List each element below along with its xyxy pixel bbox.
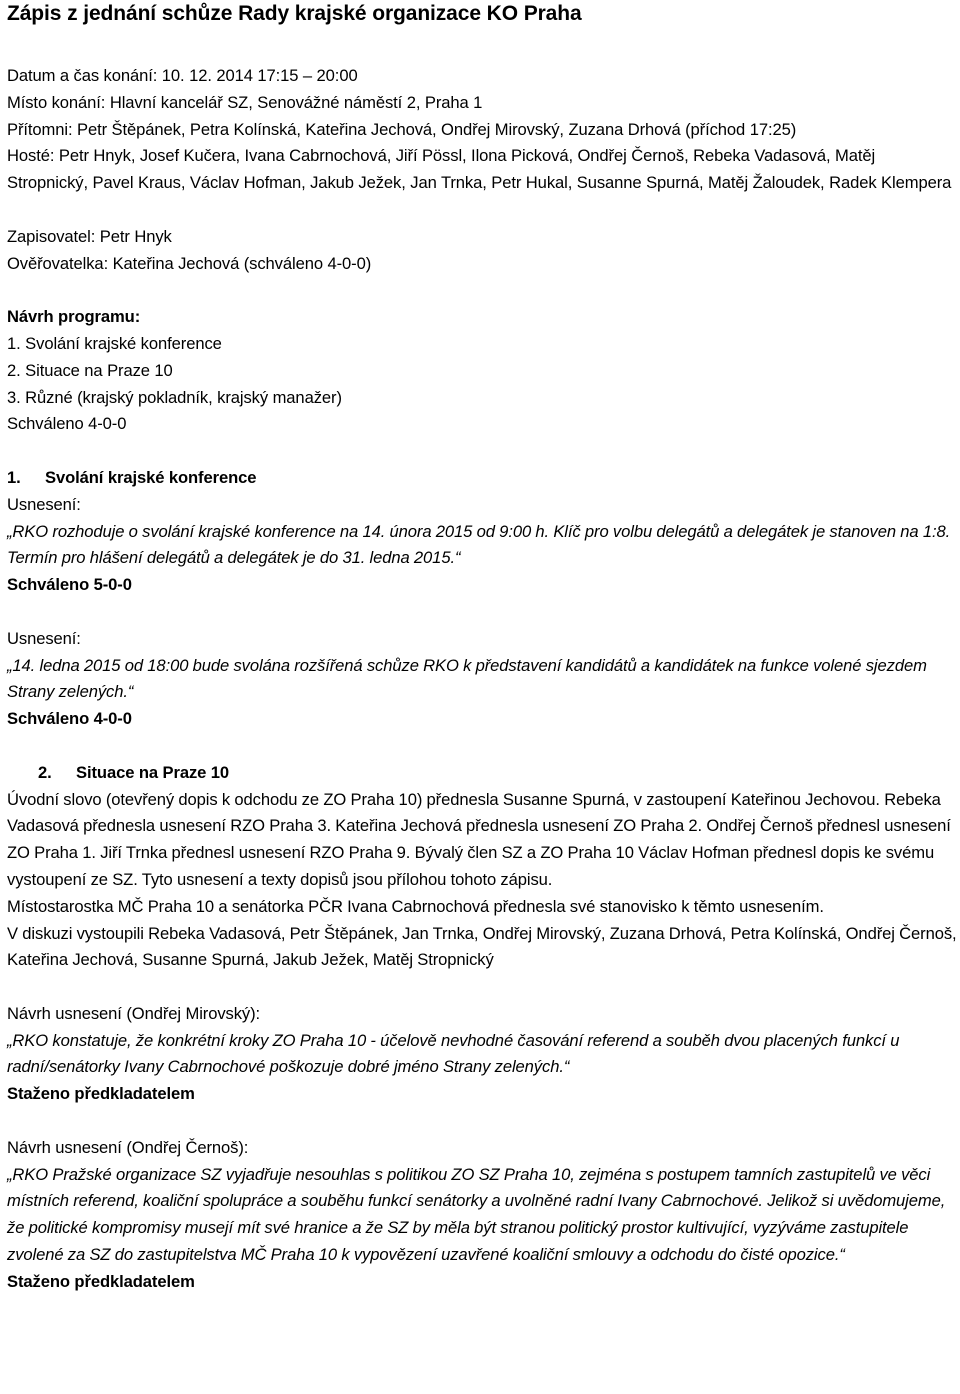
section-1-heading — [7, 465, 960, 492]
section-title: Svolání krajské konference — [45, 467, 257, 487]
section-2-paragraph: Úvodní slovo (otevřený dopis k odchodu ze ZO Praha 10) přednesla Susanne Spurná, v zastoupení Kateřinou Jechovou. Rebeka Vadasová přednesla usnesení RZO Praha 3. Kateřina Jechová přednesla usnesení ZO Praha 2. Ondřej Černoš přednesl usnesení ZO Praha 1. Jiří Trnka přednesl usnesení RZO Praha 9. Bývalý člen SZ a ZO Praha 10 Václav Hofman přednesl dopis ke svému vystoupení ze SZ. Tyto usnesení a texty dopisů jsou přílohou tohoto zápisu. — [7, 789, 951, 889]
agenda-item: 3. Různé (krajský pokladník, krajský manažer) — [7, 387, 342, 407]
resolution-vote: Schváleno 4-0-0 — [7, 709, 132, 729]
section-number: 2. — [38, 762, 52, 782]
resolution-text: „14. ledna 2015 od 18:00 bude svolána rozšířená schůze RKO k představení kandidátů a kandidátek na funkce volené sjezdem Strany zelených.“ — [7, 655, 927, 702]
spacer — [7, 1108, 960, 1135]
spacer — [7, 197, 960, 224]
verifier: Ověřovatelka: Kateřina Jechová (schváleno 4-0-0) — [7, 253, 372, 273]
section-1 — [7, 465, 960, 733]
spacer — [7, 438, 960, 465]
proposal-text: „RKO konstatuje, že konkrétní kroky ZO Praha 10 - účelově nevhodné časování referend a souběh dvou placených funkcí u radní/senátorky Ivany Cabrnochové poškozuje dobré jméno Strany zelených.“ — [7, 1030, 900, 1077]
resolution-label: Usnesení: — [7, 628, 81, 648]
recorder: Zapisovatel: Petr Hnyk — [7, 226, 172, 246]
spacer — [7, 974, 960, 1001]
agenda-item: 2. Situace na Praze 10 — [7, 360, 173, 380]
meeting-location: Místo konání: Hlavní kancelář SZ, Senovážné náměstí 2, Praha 1 — [7, 92, 483, 112]
meeting-header — [7, 63, 960, 197]
section-2-paragraph: V diskuzi vystoupili Rebeka Vadasová, Petr Štěpánek, Jan Trnka, Ondřej Mirovský, Zuzana Drhová, Petra Kolínská, Ondřej Černoš, Kateřina Jechová, Susanne Spurná, Jakub Ježek, Matěj Stropnický — [7, 923, 957, 970]
section-2 — [7, 760, 960, 1296]
proposal-text: „RKO Pražské organizace SZ vyjadřuje nesouhlas s politikou ZO SZ Praha 10, zejména s postupem tamních zastupitelů ve věci místních referend, koaliční spolupráce a souběhu funkcí senátorky a uvolněné radní Ivany Cabrnochové. Jelikož si uvědomujeme, že politické kompromisy musejí mít své hranice a že SZ by měla být stranou politický prostor kultivující, vyzýváme zastupitele zvolené za SZ do zastupitelstva MČ Praha 10 k vypovězení uzavřené koaliční smlouvy a odchodu do čisté opozice.“ — [7, 1164, 946, 1265]
meeting-datetime: Datum a čas konání: 10. 12. 2014 17:15 – 20:00 — [7, 66, 358, 85]
agenda-item: 1. Svolání krajské konference — [7, 333, 222, 353]
proposal-result: Staženo předkladatelem — [7, 1084, 195, 1104]
resolution-vote: Schváleno 5-0-0 — [7, 575, 132, 595]
section-2-paragraph: Místostarostka MČ Praha 10 a senátorka PČR Ivana Cabrnochová přednesla své stanovisko k těmto usnesením. — [7, 896, 824, 916]
section-title: Situace na Praze 10 — [76, 762, 230, 782]
proposal-result: Staženo předkladatelem — [7, 1271, 195, 1291]
section-number: 1. — [7, 467, 21, 487]
guests: Hosté: Petr Hnyk, Josef Kučera, Ivana Cabrnochová, Jiří Pössl, Ilona Picková, Ondřej Černoš, Rebeka Vadasová, Matěj Stropnický, Pavel Kraus, Václav Hofman, Jakub Ježek, Jan Trnka, Petr Hukal, Susanne Spurná, Matěj Žaloudek, Radek Klempera — [7, 146, 952, 193]
spacer — [7, 599, 960, 626]
attendees: Přítomni: Petr Štěpánek, Petra Kolínská, Kateřina Jechová, Ondřej Mirovský, Zuzana Drhová (příchod 17:25) — [7, 119, 797, 139]
resolution-label: Usnesení: — [7, 494, 81, 514]
resolution-text: „RKO rozhoduje o svolání krajské konference na 14. února 2015 od 9:00 h. Klíč pro volbu delegátů a delegátek je stanoven na 1:8. Termín pro hlášení delegátů a delegátek je do 31. ledna 2015.“ — [7, 521, 951, 568]
spacer — [7, 277, 960, 304]
agenda-heading: Návrh programu: — [7, 307, 141, 327]
officials — [7, 224, 960, 278]
proposal-label: Návrh usnesení (Ondřej Černoš): — [7, 1137, 249, 1157]
proposal-label: Návrh usnesení (Ondřej Mirovský): — [7, 1003, 261, 1023]
section-2-heading — [7, 760, 960, 787]
agenda — [7, 304, 960, 438]
document-title: Zápis z jednání schůze Rady krajské organizace KO Praha — [7, 2, 582, 25]
spacer — [7, 28, 960, 63]
spacer — [7, 733, 960, 760]
agenda-approval: Schváleno 4-0-0 — [7, 414, 127, 434]
